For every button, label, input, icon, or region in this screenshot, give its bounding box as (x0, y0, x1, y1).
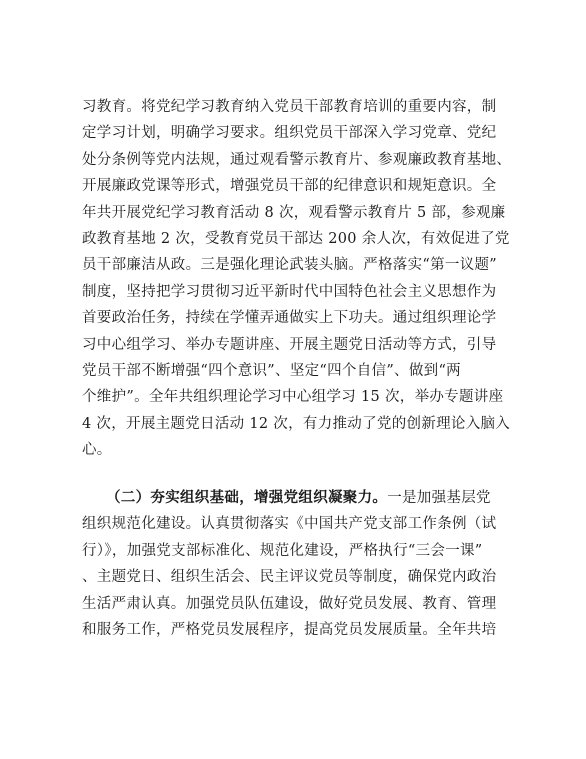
text-line: 生活严肃认真。加强党员队伍建设，做好党员发展、教育、管理 (82, 595, 497, 612)
text-line: 4 次，开展主题党日活动 12 次，有力推动了党的创新理论入脑入 (82, 415, 511, 432)
text-line: 习教育。将党纪学习教育纳入党员干部教育培训的重要内容，制 (82, 99, 497, 115)
text-line: 处分条例等党内法规，通过观看警示教育片、参观廉政教育基地、 (82, 151, 512, 168)
text-line: 、主题党日、组织生活会、民主评议党员等制度，确保党内政治 (82, 569, 497, 586)
text-line: 政教育基地 2 次，受教育党员干部达 200 余人次，有效促进了党 (82, 230, 510, 247)
text-line: 党员干部不断增强“四个意识”、坚定“四个自信”、做到“两 (82, 362, 461, 379)
text-line: 员干部廉洁从政。三是强化理论武装头脑。严格落实“第一议题” (82, 257, 498, 274)
text-line: 习中心组学习、举办专题讲座、开展主题党日活动等方式，引导 (82, 336, 497, 353)
text-line: 定学习计划，明确学习要求。组织党员干部深入学习党章、党纪 (82, 125, 497, 142)
text-run: 一是加强基层党 (387, 490, 491, 506)
paragraph-organization-foundation (82, 485, 514, 643)
text-line: 行）》，加强党支部标准化、规范化建设，严格执行“三会一课” (82, 542, 483, 559)
text-line: 首要政治任务，持续在学懂弄通做实上下功夫。通过组织理论学 (82, 310, 497, 327)
text-line: 年共开展党纪学习教育活动 8 次，观看警示教育片 5 部，参观廉 (82, 204, 506, 221)
paragraph-first-line (82, 485, 514, 511)
text-line: 个维护”。全年共组织理论学习中心组学习 15 次，举办专题讲座 (82, 389, 504, 406)
text-line: 开展廉政党课等形式，增强党员干部的纪律意识和规矩意识。全 (82, 178, 497, 195)
text-line: 制度，坚持把学习贯彻习近平新时代中国特色社会主义思想作为 (82, 283, 497, 300)
paragraph-discipline-education (82, 94, 514, 463)
text-line: 心。 (82, 442, 112, 459)
text-line: 和服务工作，严格党员发展程序，提高党员发展质量。全年共培 (82, 621, 497, 638)
section-heading: （二）夯实组织基础，增强党组织凝聚力。 (106, 489, 388, 506)
text-line: 组织规范化建设。认真贯彻落实《中国共产党支部工作条例（试 (82, 516, 497, 533)
